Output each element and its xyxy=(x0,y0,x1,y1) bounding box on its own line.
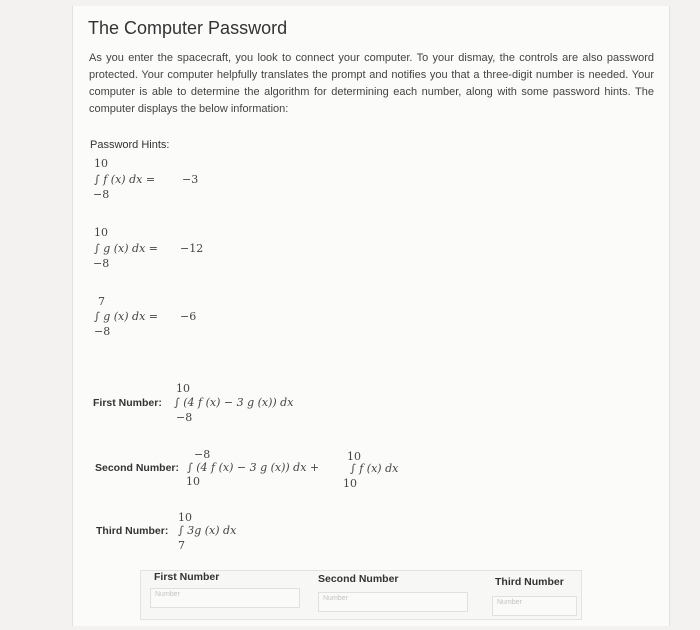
page-title: The Computer Password xyxy=(88,18,288,38)
third-number-input[interactable]: Number xyxy=(492,596,577,616)
second-number-integrand-1: ∫ (4 f (x) − 3 g (x)) dx + xyxy=(187,461,320,474)
third-number-lower-limit: 7 xyxy=(178,539,185,552)
second-number-upper-limit-1: −8 xyxy=(194,448,211,461)
third-number-label: Third Number: xyxy=(96,525,169,537)
hint-1-lower-limit: −8 xyxy=(93,188,110,201)
intro-paragraph: As you enter the spacecraft, you look to connect your computer. To your dismay, the controls are also password protected. Your computer helpfully translates the prompt and notifies you that a three-digit number is needed. Your computer is able to determine the algorithm for determining each number, along with some password hints. The computer displays the below information: xyxy=(89,52,654,115)
first-number-input[interactable]: Number xyxy=(150,588,300,608)
hint-2-upper-limit: 10 xyxy=(94,226,108,239)
third-number-upper-limit: 10 xyxy=(178,511,192,524)
second-number-label: Second Number: xyxy=(95,462,180,474)
hint-3-upper-limit: 7 xyxy=(98,295,105,308)
second-number-upper-limit-2: 10 xyxy=(347,450,361,463)
hint-3-integrand: ∫ g (x) dx = xyxy=(94,310,159,323)
hint-1-integrand: ∫ f (x) dx = xyxy=(94,173,156,186)
first-number-upper-limit: 10 xyxy=(176,382,190,395)
third-number-header: Third Number xyxy=(495,576,564,588)
hint-3-lower-limit: −8 xyxy=(94,325,111,338)
first-number-integrand: ∫ (4 f (x) − 3 g (x)) dx xyxy=(174,396,294,409)
hint-3-result: −6 xyxy=(180,310,197,323)
hint-2-lower-limit: −8 xyxy=(93,257,110,270)
hint-1-upper-limit: 10 xyxy=(94,157,108,170)
password-hints-label: Password Hints: xyxy=(90,139,170,151)
second-number-lower-limit-2: 10 xyxy=(343,477,357,490)
second-number-integrand-2: ∫ f (x) dx xyxy=(350,462,399,475)
hint-2-integrand: ∫ g (x) dx = xyxy=(94,242,159,255)
first-number-label: First Number: xyxy=(93,397,162,409)
second-number-input[interactable]: Number xyxy=(318,592,468,612)
second-number-lower-limit-1: 10 xyxy=(186,475,200,488)
first-number-header: First Number xyxy=(154,571,220,583)
hint-2-result: −12 xyxy=(180,242,204,255)
first-number-lower-limit: −8 xyxy=(176,411,193,424)
third-number-integrand: ∫ 3g (x) dx xyxy=(178,524,237,537)
hint-1-result: −3 xyxy=(182,173,199,186)
second-number-header: Second Number xyxy=(318,573,399,585)
